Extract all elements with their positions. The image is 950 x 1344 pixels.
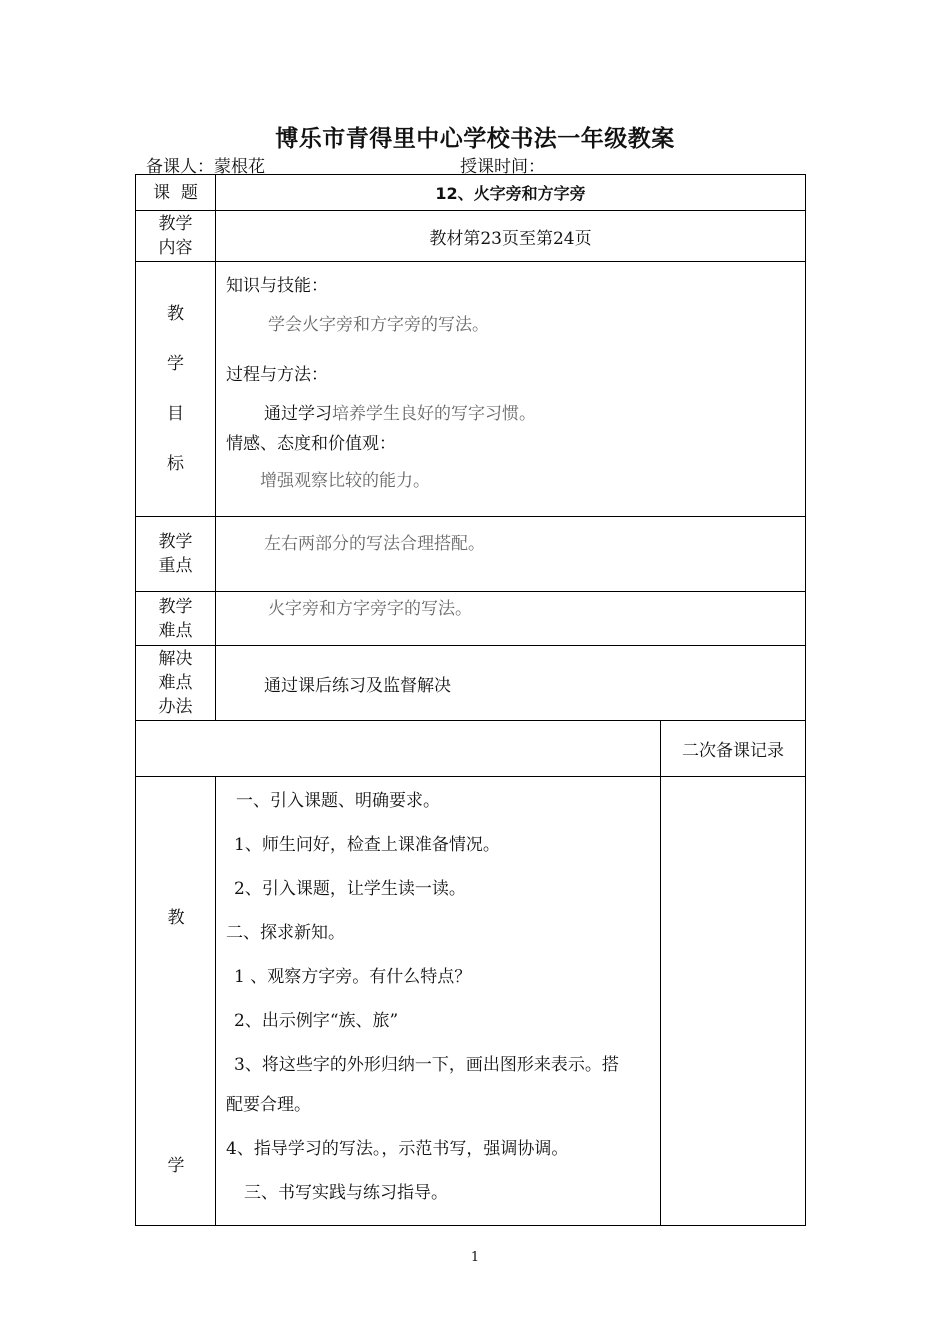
author-field: 备课人：蒙根花 [146,157,265,177]
solution-label-line-3: 办法 [158,697,193,717]
key-points-label [136,517,216,592]
process-steps [216,777,661,1226]
content-label [136,211,216,262]
topic-row [136,175,806,211]
process-text [226,402,795,426]
knowledge-text: 学会火字旁和方字旁的写法。 [268,315,489,335]
goals-label-char-2: 学 [167,354,184,374]
step-9: 三、书写实践与练习指导。 [244,1183,448,1203]
solution-label-line-1: 解决 [158,649,193,669]
goals-content [216,262,806,517]
process-label-bottom: 学 [167,1156,185,1176]
knowledge-title: 知识与技能： [226,276,328,296]
key-points-value: 左右两部分的写法合理搭配。 [216,517,806,592]
class-time-field: 授课时间： [460,157,545,177]
step-4: 二、探求新知。 [226,923,345,943]
process-text-a: 通过学习 [264,404,332,424]
goals-row [136,262,806,517]
lesson-plan-table [135,174,806,1226]
difficulties-label-line-1: 教学 [158,596,193,617]
second-prep-notes [661,777,806,1226]
solution-label [136,646,216,721]
goals-label [136,262,216,517]
solution-label-line-2: 难点 [158,673,193,693]
emotion-text: 增强观察比较的能力。 [260,471,430,491]
page-number: 1 [470,1250,480,1265]
process-text-b: 培养学生良好的写字习惯。 [332,404,536,424]
step-1: 一、引入课题、明确要求。 [236,791,440,811]
content-value: 教材第23页至第24页 [216,211,806,262]
solution-row [136,646,806,721]
difficulties-label-line-2: 难点 [158,620,193,641]
second-prep-blank [136,721,661,777]
topic-value: 12、火字旁和方字旁 [216,175,806,211]
step-3: 2、引入课题，让学生读一读。 [234,879,466,899]
content-label-line-2: 内容 [158,238,193,258]
solution-value: 通过课后练习及监督解决 [216,646,806,721]
step-5: 1 、观察方字旁。有什么特点？ [234,967,472,987]
content-label-line-1: 教学 [158,214,193,234]
process-row [136,777,806,1226]
key-points-label-line-2: 重点 [158,556,193,576]
key-points-row [136,517,806,592]
page-title: 博乐市青得里中心学校书法一年级教案 [275,126,675,152]
topic-label: 课 题 [136,175,216,211]
process-title: 过程与方法： [226,365,328,385]
goals-label-char-1: 教 [167,304,184,324]
process-label [136,777,216,1226]
process-label-top: 教 [167,908,185,928]
key-points-label-line-1: 教学 [158,532,193,552]
step-6: 2、出示例字“族、旅” [234,1011,399,1031]
second-prep-label: 二次备课记录 [661,721,806,777]
emotion-title: 情感、态度和价值观： [226,434,396,454]
content-row [136,211,806,262]
goals-label-char-3: 目 [167,404,184,424]
difficulties-row [136,592,806,646]
step-2: 1、师生问好，检查上课准备情况。 [234,835,500,855]
difficulties-label [136,592,216,646]
step-8: 4、指导学习的写法。，示范书写，强调协调。 [226,1139,569,1159]
step-7-cont: 配要合理。 [226,1095,311,1115]
difficulties-value: 火字旁和方字旁字的写法。 [216,592,806,646]
step-7: 3、将这些字的外形归纳一下，画出图形来表示。搭 [234,1055,619,1075]
goals-label-char-4: 标 [167,454,184,474]
second-prep-row [136,721,806,777]
